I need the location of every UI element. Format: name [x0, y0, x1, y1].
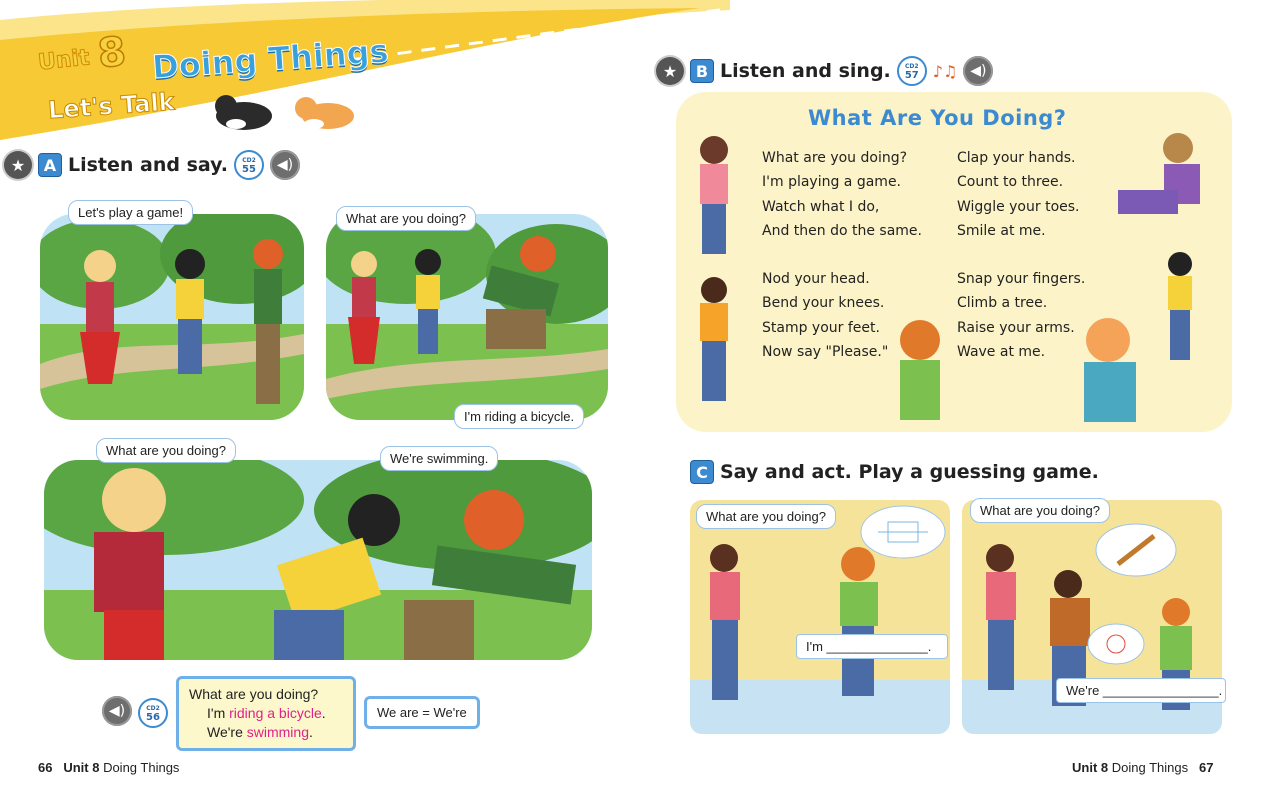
song-line: Raise your arms.	[957, 319, 1075, 336]
page-number: 66	[38, 760, 53, 775]
song-line: Count to three.	[957, 174, 1064, 191]
section-title: Listen and sing.	[720, 60, 891, 82]
verse1-right	[957, 146, 1080, 243]
cat-illustration	[206, 86, 356, 140]
section-title: Say and act. Play a guessing game.	[720, 461, 1099, 483]
cd-track-badge[interactable]	[234, 150, 264, 180]
song-line: Now say "Please."	[762, 343, 889, 360]
footer-unit: Unit 8	[63, 760, 100, 775]
song-line: Watch what I do,	[762, 198, 880, 215]
song-children-left	[680, 130, 760, 420]
section-title: Listen and say.	[68, 154, 229, 176]
unit-word: Unit	[36, 45, 91, 76]
music-note-icon: ♪♫	[932, 61, 958, 81]
track-number: 55	[242, 164, 256, 175]
cd-label: CD2	[905, 63, 919, 70]
grammar-box	[176, 676, 356, 751]
cd-label: CD2	[242, 157, 256, 164]
song-line: Nod your head.	[762, 271, 870, 287]
song-line: I'm playing a game.	[762, 174, 902, 191]
star-icon[interactable]: ★	[4, 151, 32, 179]
speech-bubble: I'm riding a bicycle.	[454, 404, 584, 429]
footer-title: Doing Things	[1111, 760, 1189, 775]
grammar-text: .	[309, 724, 313, 740]
section-letter: B	[690, 59, 714, 83]
speech-bubble: What are you doing?	[970, 498, 1110, 523]
scene-park-2	[326, 214, 608, 420]
footer-title: Doing Things	[103, 760, 180, 775]
section-letter: C	[690, 460, 714, 484]
contraction-box: We are = We're	[364, 696, 480, 729]
speech-bubble: We're swimming.	[380, 446, 498, 471]
song-line: Bend your knees.	[762, 295, 885, 312]
grammar-text: .	[321, 705, 326, 721]
song-line: Wiggle your toes.	[957, 198, 1080, 215]
unit-number: 8	[95, 28, 129, 78]
grammar-highlight: riding a bicycle	[229, 705, 322, 721]
answer-blank: We're ________________.	[1056, 678, 1226, 703]
grammar-question: What are you doing?	[189, 686, 319, 702]
scene-park-1	[40, 214, 304, 420]
unit-title: Doing Things	[150, 31, 390, 87]
song-title: What Are You Doing?	[808, 106, 1067, 130]
thought-bubble-hopscotch	[858, 502, 948, 562]
footer-unit: Unit 8	[1072, 760, 1109, 775]
answer-blank: I'm ______________.	[796, 634, 948, 659]
thought-bubble-bat	[1094, 520, 1178, 580]
verse2-right	[957, 267, 1085, 364]
grammar-answer-1	[189, 704, 343, 723]
verse1-left	[762, 146, 922, 243]
speaker-icon[interactable]: ◀)	[963, 56, 993, 86]
grammar-answer-2	[189, 723, 343, 742]
section-a-heading	[4, 150, 300, 180]
scene-park-3	[44, 460, 592, 660]
speech-bubble: What are you doing?	[696, 504, 836, 529]
speech-bubble: What are you doing?	[336, 206, 476, 231]
speech-bubble: What are you doing?	[96, 438, 236, 463]
thought-bubble-ball	[1086, 620, 1146, 668]
track-number: 56	[146, 712, 160, 723]
song-line: Snap your fingers.	[957, 271, 1086, 287]
song-line: Stamp your feet.	[762, 319, 880, 336]
speaker-icon[interactable]: ◀)	[102, 696, 132, 726]
grammar-highlight: swimming	[246, 724, 309, 740]
cd-track-badge[interactable]	[138, 698, 168, 728]
song-child-center	[886, 316, 956, 426]
grammar-text: We're	[207, 724, 247, 740]
star-icon[interactable]: ★	[656, 57, 684, 85]
speech-bubble: Let's play a game!	[68, 200, 193, 225]
song-line: Clap your hands.	[957, 150, 1076, 166]
song-line: What are you doing?	[762, 150, 908, 166]
speaker-icon[interactable]: ◀)	[270, 150, 300, 180]
section-c-heading	[690, 460, 1099, 484]
song-line: Climb a tree.	[957, 295, 1048, 312]
verse2-left	[762, 267, 888, 364]
song-line: Wave at me.	[957, 343, 1046, 360]
page-number: 67	[1198, 760, 1214, 775]
cd-label: CD2	[146, 705, 160, 712]
footer-left	[38, 760, 179, 775]
song-line: And then do the same.	[762, 222, 922, 239]
song-line: Smile at me.	[957, 222, 1046, 239]
footer-right	[1072, 760, 1213, 775]
section-b-heading	[656, 56, 993, 86]
section-letter: A	[38, 153, 62, 177]
song-child-boy	[1072, 310, 1152, 426]
cd-track-badge[interactable]	[897, 56, 927, 86]
track-number: 57	[904, 70, 919, 81]
grammar-text: I'm	[207, 705, 230, 721]
lets-talk-label: Let's Talk	[47, 87, 176, 125]
